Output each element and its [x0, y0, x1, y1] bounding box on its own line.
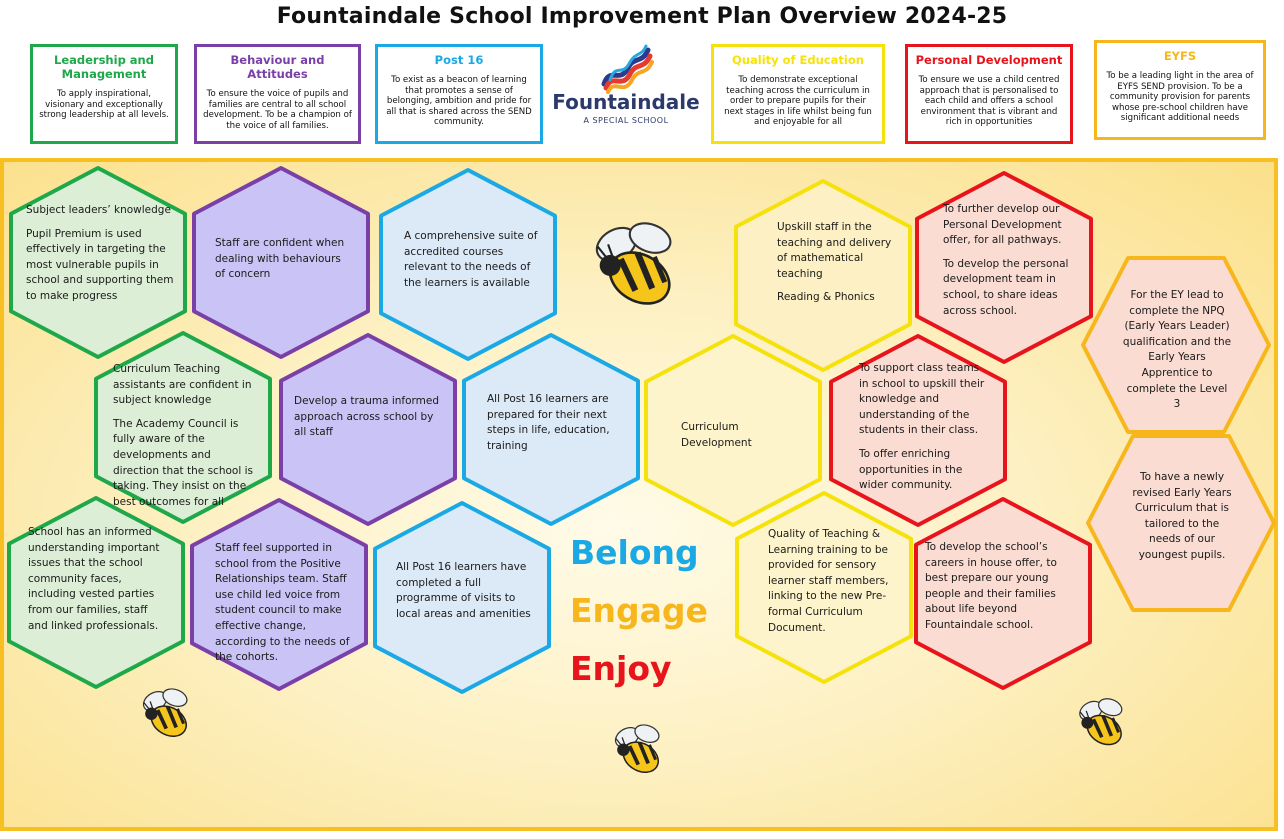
bee-drawing — [135, 684, 200, 746]
hex-behaviours-of-concern — [191, 165, 371, 360]
school-logo — [552, 44, 700, 136]
area-text: To demonstrate exceptional teaching across the curriculum in order to prepare pupils for their next stages in life whilst being fun and enjoyable for all — [724, 75, 872, 128]
bee-icon — [585, 210, 690, 325]
hex-npq-qualification — [1080, 255, 1272, 435]
area-card-post16 — [375, 44, 543, 144]
area-title: Post 16 — [434, 53, 484, 67]
bee-icon — [607, 720, 672, 782]
bee-drawing — [1072, 694, 1134, 754]
hex-eyfs-curriculum — [1085, 433, 1277, 613]
area-title: Leadership and Management — [54, 53, 154, 81]
hex-positive-relationships — [189, 497, 369, 692]
bee-drawing — [607, 720, 672, 782]
hex-line: A comprehensive suite of accredited courses relevant to the needs of the learners is available — [404, 230, 538, 289]
hex-line: All Post 16 learners have completed a full programme of visits to local areas and amenities — [396, 561, 531, 620]
hex-line: The Academy Council is fully aware of the developments and direction that the school is taking. They insist on the best outcomes for all — [113, 417, 253, 508]
area-card-personal — [905, 44, 1073, 144]
hex-careers-offer — [913, 496, 1093, 691]
logo-tagline: A SPECIAL SCHOOL — [583, 116, 669, 125]
area-title: Personal Development — [915, 53, 1063, 67]
hex-line: To further develop our Personal Development offer, for all pathways. — [943, 203, 1062, 247]
hex-line: Develop a trauma informed approach across school by all staff — [294, 395, 440, 439]
hex-line: Upskill staff in the teaching and delivery of mathematical teaching — [777, 221, 892, 280]
hex-line: Curriculum Teaching assistants are confident in subject knowledge — [113, 363, 252, 407]
hex-line: Reading & Phonics — [777, 291, 875, 304]
hex-line: To have a newly revised Early Years Curriculum that is tailored to the needs of our youngest pupils. — [1132, 471, 1232, 561]
slogan-engage: Engage — [570, 591, 708, 630]
bee-icon — [1072, 694, 1134, 754]
hex-next-steps — [461, 332, 641, 527]
area-card-leadership — [30, 44, 178, 144]
area-text: To be a leading light in the area of EYFS SEND provision. To be a community provision for parents whose pre-school children have significant additional needs — [1106, 71, 1254, 124]
hex-line: Curriculum Development — [681, 421, 752, 449]
hex-line: For the EY lead to complete the NPQ (Early Years Leader) qualification and the Early Years Apprentice to complete the Level 3 — [1122, 289, 1232, 411]
area-card-quality — [711, 44, 885, 144]
hex-line: School has an informed understanding important issues that the school community faces, including vested parties from our families, staff and linked professionals. — [28, 526, 160, 632]
page-title: Fountaindale School Improvement Plan Overview 2024-25 — [276, 4, 1008, 29]
slogan-belong: Belong — [570, 533, 699, 572]
hex-line: To support class teams in school to upskill their knowledge and understanding of the students in their class. — [859, 362, 985, 437]
hex-line: To develop the personal development team in school, to share ideas across school. — [943, 257, 1069, 317]
hex-line: Pupil Premium is used effectively in targeting the most vulnerable pupils in school and supporting them to make progress — [26, 227, 174, 302]
hex-line: Quality of Teaching & Learning training to be provided for sensory learner staff members, linking to the new Pre-formal Curriculum Document. — [768, 528, 889, 634]
logo-wave-icon — [552, 44, 700, 94]
area-text: To apply inspirational, visionary and exceptionally strong leadership at all levels. — [39, 89, 169, 121]
area-text: To ensure the voice of pupils and families are central to all school development. To be a champion of the voice of all families. — [203, 89, 352, 131]
logo-wordmark: Fountaindale — [552, 90, 700, 114]
area-text: To ensure we use a child centred approach that is personalised to each child and offers a school environment that is vibrant and rich in opportunities — [918, 75, 1060, 128]
hex-line: Subject leaders’ knowledge — [26, 204, 171, 216]
area-card-eyfs — [1094, 40, 1266, 140]
area-title: EYFS — [1163, 49, 1197, 63]
slogan-enjoy: Enjoy — [570, 649, 672, 688]
hex-line: To develop the school’s careers in house offer, to best prepare our young people and their families about life beyond Fountaindale school. — [925, 541, 1057, 631]
area-title: Behaviour and Attitudes — [230, 53, 325, 81]
hex-visits-programme — [372, 500, 552, 695]
area-text: To exist as a beacon of learning that promotes a sense of belonging, ambition and pride for all that is shared across the SEND community. — [386, 75, 532, 128]
hex-line: All Post 16 learners are prepared for their next steps in life, education, training — [487, 393, 610, 452]
bee-icon — [135, 684, 200, 746]
hex-line: Staff feel supported in school from the Positive Relationships team. Staff use child led voice from student council to make effective change, according to the needs of the cohorts. — [215, 542, 350, 664]
area-title: Quality of Education — [732, 53, 864, 67]
area-card-behaviour — [194, 44, 361, 144]
hex-line: To offer enriching opportunities in the wider community. — [859, 447, 963, 492]
hex-line: Staff are confident when dealing with behaviours of concern — [215, 237, 345, 281]
hex-informed-understanding — [6, 495, 186, 690]
bee-drawing — [585, 210, 690, 325]
